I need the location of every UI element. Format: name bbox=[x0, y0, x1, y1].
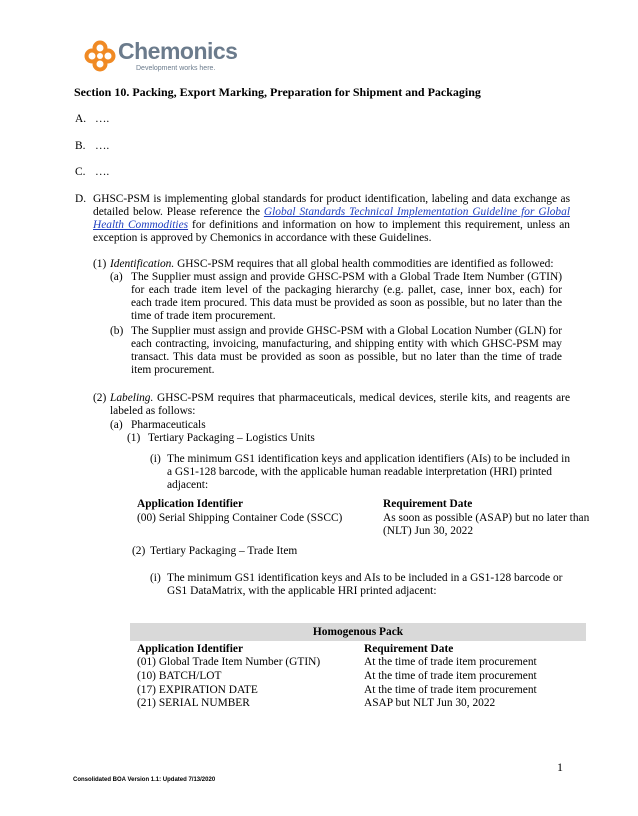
i2-label: (i) bbox=[150, 572, 161, 584]
hp-row-date: At the time of trade item procurement bbox=[364, 670, 537, 682]
labeling-intro bbox=[110, 392, 570, 418]
hp-row-ai: (01) Global Trade Item Number (GTIN) bbox=[137, 656, 321, 668]
item-b-label: B. bbox=[75, 140, 86, 152]
hp-col2-header: Requirement Date bbox=[364, 643, 454, 655]
homogenous-pack-header bbox=[130, 623, 586, 641]
item-d-label: D. bbox=[75, 193, 87, 205]
hp-row-date: At the time of trade item procurement bbox=[364, 656, 537, 668]
homogenous-pack-title: Homogenous Pack bbox=[312, 626, 404, 638]
table1-row-ai: (00) Serial Shipping Container Code (SSCC) bbox=[137, 512, 343, 524]
identification-b-text: The Supplier must assign and provide GHSC-PSM with a Global Location Number (GLN) for each contracting, invoicing, manufacturing, and shipping entity with which GHSC-PSM may transact. This data must be provided as soon as possible, but no later than the time of trade item procurement. bbox=[131, 325, 562, 376]
labeling-a-label: (a) bbox=[110, 419, 123, 431]
tertiary2-text: Tertiary Packaging – Trade Item bbox=[150, 545, 298, 557]
labeling-heading: Labeling. bbox=[110, 392, 154, 404]
identification-intro-text: GHSC-PSM requires that all global health commodities are identified as followed: bbox=[174, 258, 554, 270]
chemonics-flower-icon bbox=[84, 40, 116, 72]
table1-row-date: As soon as possible (ASAP) but no later than (NLT) Jun 30, 2022 bbox=[383, 512, 590, 537]
item-c-text: …. bbox=[95, 166, 110, 178]
i2-text: The minimum GS1 identification keys and AIs to be included in a GS1-128 barcode or GS1 DataMatrix, with the applicable HRI printed adjacent: bbox=[167, 572, 563, 597]
footer-text: Consolidated BOA Version 1.1: Updated 7/13/2020 bbox=[73, 777, 216, 783]
section-title: Section 10. Packing, Export Marking, Preparation for Shipment and Packaging bbox=[74, 85, 481, 99]
item-b-text: …. bbox=[95, 140, 110, 152]
item-c-label: C. bbox=[75, 166, 86, 178]
identification-a-label: (a) bbox=[110, 271, 123, 283]
i1-text: The minimum GS1 identification keys and application identifiers (AIs) to be included in a GS1-128 barcode, with the applicable human readable interpretation (HRI) printed adjacent: bbox=[167, 453, 571, 491]
item-a-text: …. bbox=[95, 113, 110, 125]
labeling-number: (2) bbox=[93, 392, 107, 404]
identification-number: (1) bbox=[93, 258, 107, 270]
labeling-intro-text: GHSC-PSM requires that pharmaceuticals, medical devices, sterile kits, and reagents are labeled as follows: bbox=[110, 392, 570, 417]
labeling-a-text: Pharmaceuticals bbox=[131, 419, 206, 431]
identification-a-text: The Supplier must assign and provide GHSC-PSM with a Global Trade Item Number (GTIN) for each trade item level of the packaging hierarchy (e.g. pallet, case, inner box, each) for each trade item procured. This data must be provided as soon as possible, but no later than the time of trade item procurement. bbox=[131, 271, 562, 322]
tertiary1-label: (1) bbox=[127, 432, 141, 444]
identification-b-label: (b) bbox=[110, 325, 124, 337]
i1-label: (i) bbox=[150, 453, 161, 465]
page-number: 1 bbox=[557, 760, 563, 774]
guideline-link[interactable]: Global Standards Technical Implementation Guideline for Global Health Commodities bbox=[93, 206, 570, 231]
tertiary2-label: (2) bbox=[132, 545, 146, 557]
item-d-text-2: for definitions and information on how to implement this requirement, unless an exception is approved by Chemonics in accordance with these Guidelines. bbox=[93, 219, 571, 244]
hp-row-date: At the time of trade item procurement bbox=[364, 684, 537, 696]
hp-row-date: ASAP but NLT Jun 30, 2022 bbox=[364, 697, 496, 709]
hp-col1-header: Application Identifier bbox=[137, 643, 243, 655]
hp-row-ai: (21) SERIAL NUMBER bbox=[137, 697, 250, 709]
identification-intro bbox=[110, 258, 570, 271]
item-d-text-1: GHSC-PSM is implementing global standards for product identification, labeling and data exchange as detailed below. Please reference the bbox=[93, 193, 570, 218]
chemonics-logo bbox=[84, 38, 254, 78]
hp-row-ai: (17) EXPIRATION DATE bbox=[137, 684, 258, 696]
hp-row-ai: (10) BATCH/LOT bbox=[137, 670, 222, 682]
table1-col2-header: Requirement Date bbox=[383, 498, 473, 510]
tertiary1-text: Tertiary Packaging – Logistics Units bbox=[148, 432, 315, 444]
identification-heading: Identification. bbox=[110, 258, 175, 270]
item-a-label: A. bbox=[75, 113, 87, 125]
logo-wordmark: Chemonics bbox=[118, 38, 238, 64]
logo-tagline: Development works here. bbox=[136, 65, 216, 72]
table1-col1-header: Application Identifier bbox=[137, 498, 243, 510]
item-d-paragraph bbox=[93, 193, 570, 245]
